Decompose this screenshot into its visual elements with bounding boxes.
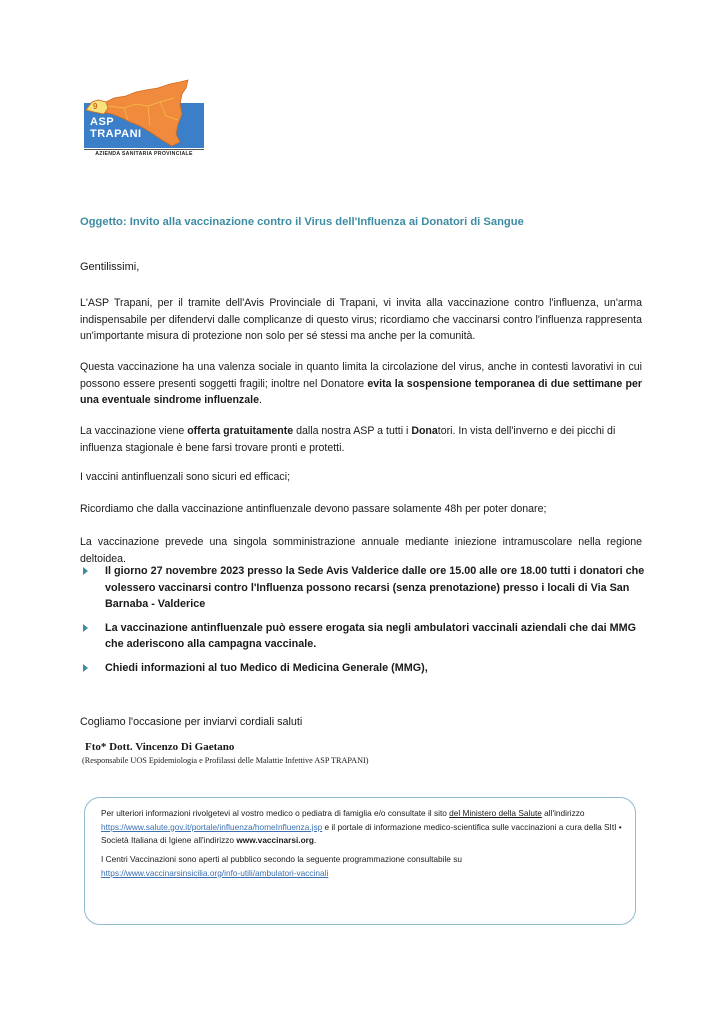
closing-line: Cogliamo l'occasione per inviarvi cordiali saluti xyxy=(80,716,303,728)
logo-subtitle: AZIENDA SANITARIA PROVINCIALE xyxy=(84,149,204,157)
paragraph-text: dalla nostra ASP a tutti i xyxy=(293,425,412,437)
bullet-text: La vaccinazione antinfluenzale può essere erogata sia negli ambulatori vaccinali aziendali che dai MMG che aderiscono alla campagna vaccinale. xyxy=(105,621,637,650)
logo-name xyxy=(90,116,142,140)
letter-subject: Oggetto: Invito alla vaccinazione contro il Virus dell'Influenza ai Donatori di Sangue xyxy=(80,216,524,228)
highlight-donors: Dona xyxy=(411,425,438,437)
paragraph-administration: La vaccinazione prevede una singola somministrazione annuale mediante iniezione intramuscolare nella regione deltoidea. xyxy=(80,536,642,565)
triangle-bullet-icon xyxy=(83,624,88,632)
info-text: Per ulteriori informazioni rivolgetevi al vostro medico o pediatra di famiglia e/o consultate il sito xyxy=(101,808,450,818)
paragraph-text: Questa vaccinazione ha una valenza sociale in quanto limita la circolazione del virus, anche in contesti lavorativi in cui possono essere presenti soggetti fragili; inoltre nel Donatore xyxy=(80,361,642,390)
paragraph-free-offer xyxy=(80,423,640,456)
signature-name: Fto* Dott. Vincenzo Di Gaetano xyxy=(85,741,235,753)
paragraph-48h: Ricordiamo che dalla vaccinazione antinfluenzale devono passare solamente 48h per poter donare; xyxy=(80,503,547,515)
info-paragraph-centers xyxy=(101,853,631,880)
info-text: all'indirizzo xyxy=(541,808,585,818)
paragraph-safety: I vaccini antinfluenzali sono sicuri ed efficaci; xyxy=(80,471,291,483)
highlight-suspension: evita la sospensione temporanea di due settimane per una eventuale sindrome influenzale xyxy=(80,377,642,406)
paragraph-intro: L'ASP Trapani, per il tramite dell'Avis Provinciale di Trapani, vi invita alla vaccinazione contro l'influenza, un'arma indispensabile per difendervi dalle complicanze di questo virus; ricordiamo che vaccinarsi contro l'influenza rappresenta un'importante misura di protezione non solo per sé stessi ma anche per la comunità. xyxy=(80,297,642,342)
bullet-text: Il giorno 27 novembre 2023 presso la Sede Avis Valderice dalle ore 15.00 alle ore 18.00 tutti i donatori che volessero vaccinarsi contro l'Influenza possono recarsi (senza prenotazione) presso i locali di Via San Barnaba - Valderice xyxy=(105,565,645,610)
triangle-bullet-icon xyxy=(83,664,88,672)
bullet-item xyxy=(80,563,650,613)
paragraph-text: tori. In vista dell'inverno e dei picchi di influenza stagionale è bene farsi trovare pronti e protetti. xyxy=(80,425,616,454)
logo-badge-number: 9 xyxy=(93,102,98,111)
greeting: Gentilissimi, xyxy=(80,261,140,273)
info-bullet-list xyxy=(80,563,650,683)
highlight-free: offerta gratuitamente xyxy=(187,425,294,437)
info-text: . xyxy=(313,835,317,845)
paragraph-text: . xyxy=(258,394,262,406)
triangle-bullet-icon xyxy=(83,567,88,575)
bullet-item xyxy=(80,660,650,677)
sicilia-url-link[interactable]: https://www.vaccinarsinsicilia.org/info-utili/ambulatori-vaccinali xyxy=(101,867,329,878)
bullet-text: Chiedi informazioni al tuo Medico di Medicina Generale (MMG), xyxy=(105,661,428,674)
info-text: e il portale di informazione medico-scientifica sulle vaccinazioni a cura della SItI • Società Italiana di Igiene all'indirizzo xyxy=(101,821,622,845)
vaccinarsi-url[interactable]: www.vaccinarsi.org xyxy=(236,835,314,845)
info-text: I Centri Vaccinazioni sono aperti al pubblico secondo la seguente programmazione consultabile su xyxy=(101,854,462,864)
info-paragraph-contacts xyxy=(101,807,631,848)
signature-role: (Responsabile UOS Epidemiologia e Profilassi delle Malattie Infettive ASP TRAPANI) xyxy=(82,756,369,765)
asp-trapani-logo xyxy=(84,76,204,160)
ministry-link[interactable]: del Ministero della Salute xyxy=(449,808,542,818)
salute-url-link[interactable]: https://www.salute.gov.it/portale/influenza/homeInfluenza.jsp xyxy=(101,821,323,832)
logo-name-line1: ASP xyxy=(90,116,115,128)
paragraph-social-value xyxy=(80,359,642,409)
paragraph-text: La vaccinazione viene xyxy=(80,425,188,437)
bullet-item xyxy=(80,620,650,653)
logo-name-line2: TRAPANI xyxy=(90,128,142,140)
